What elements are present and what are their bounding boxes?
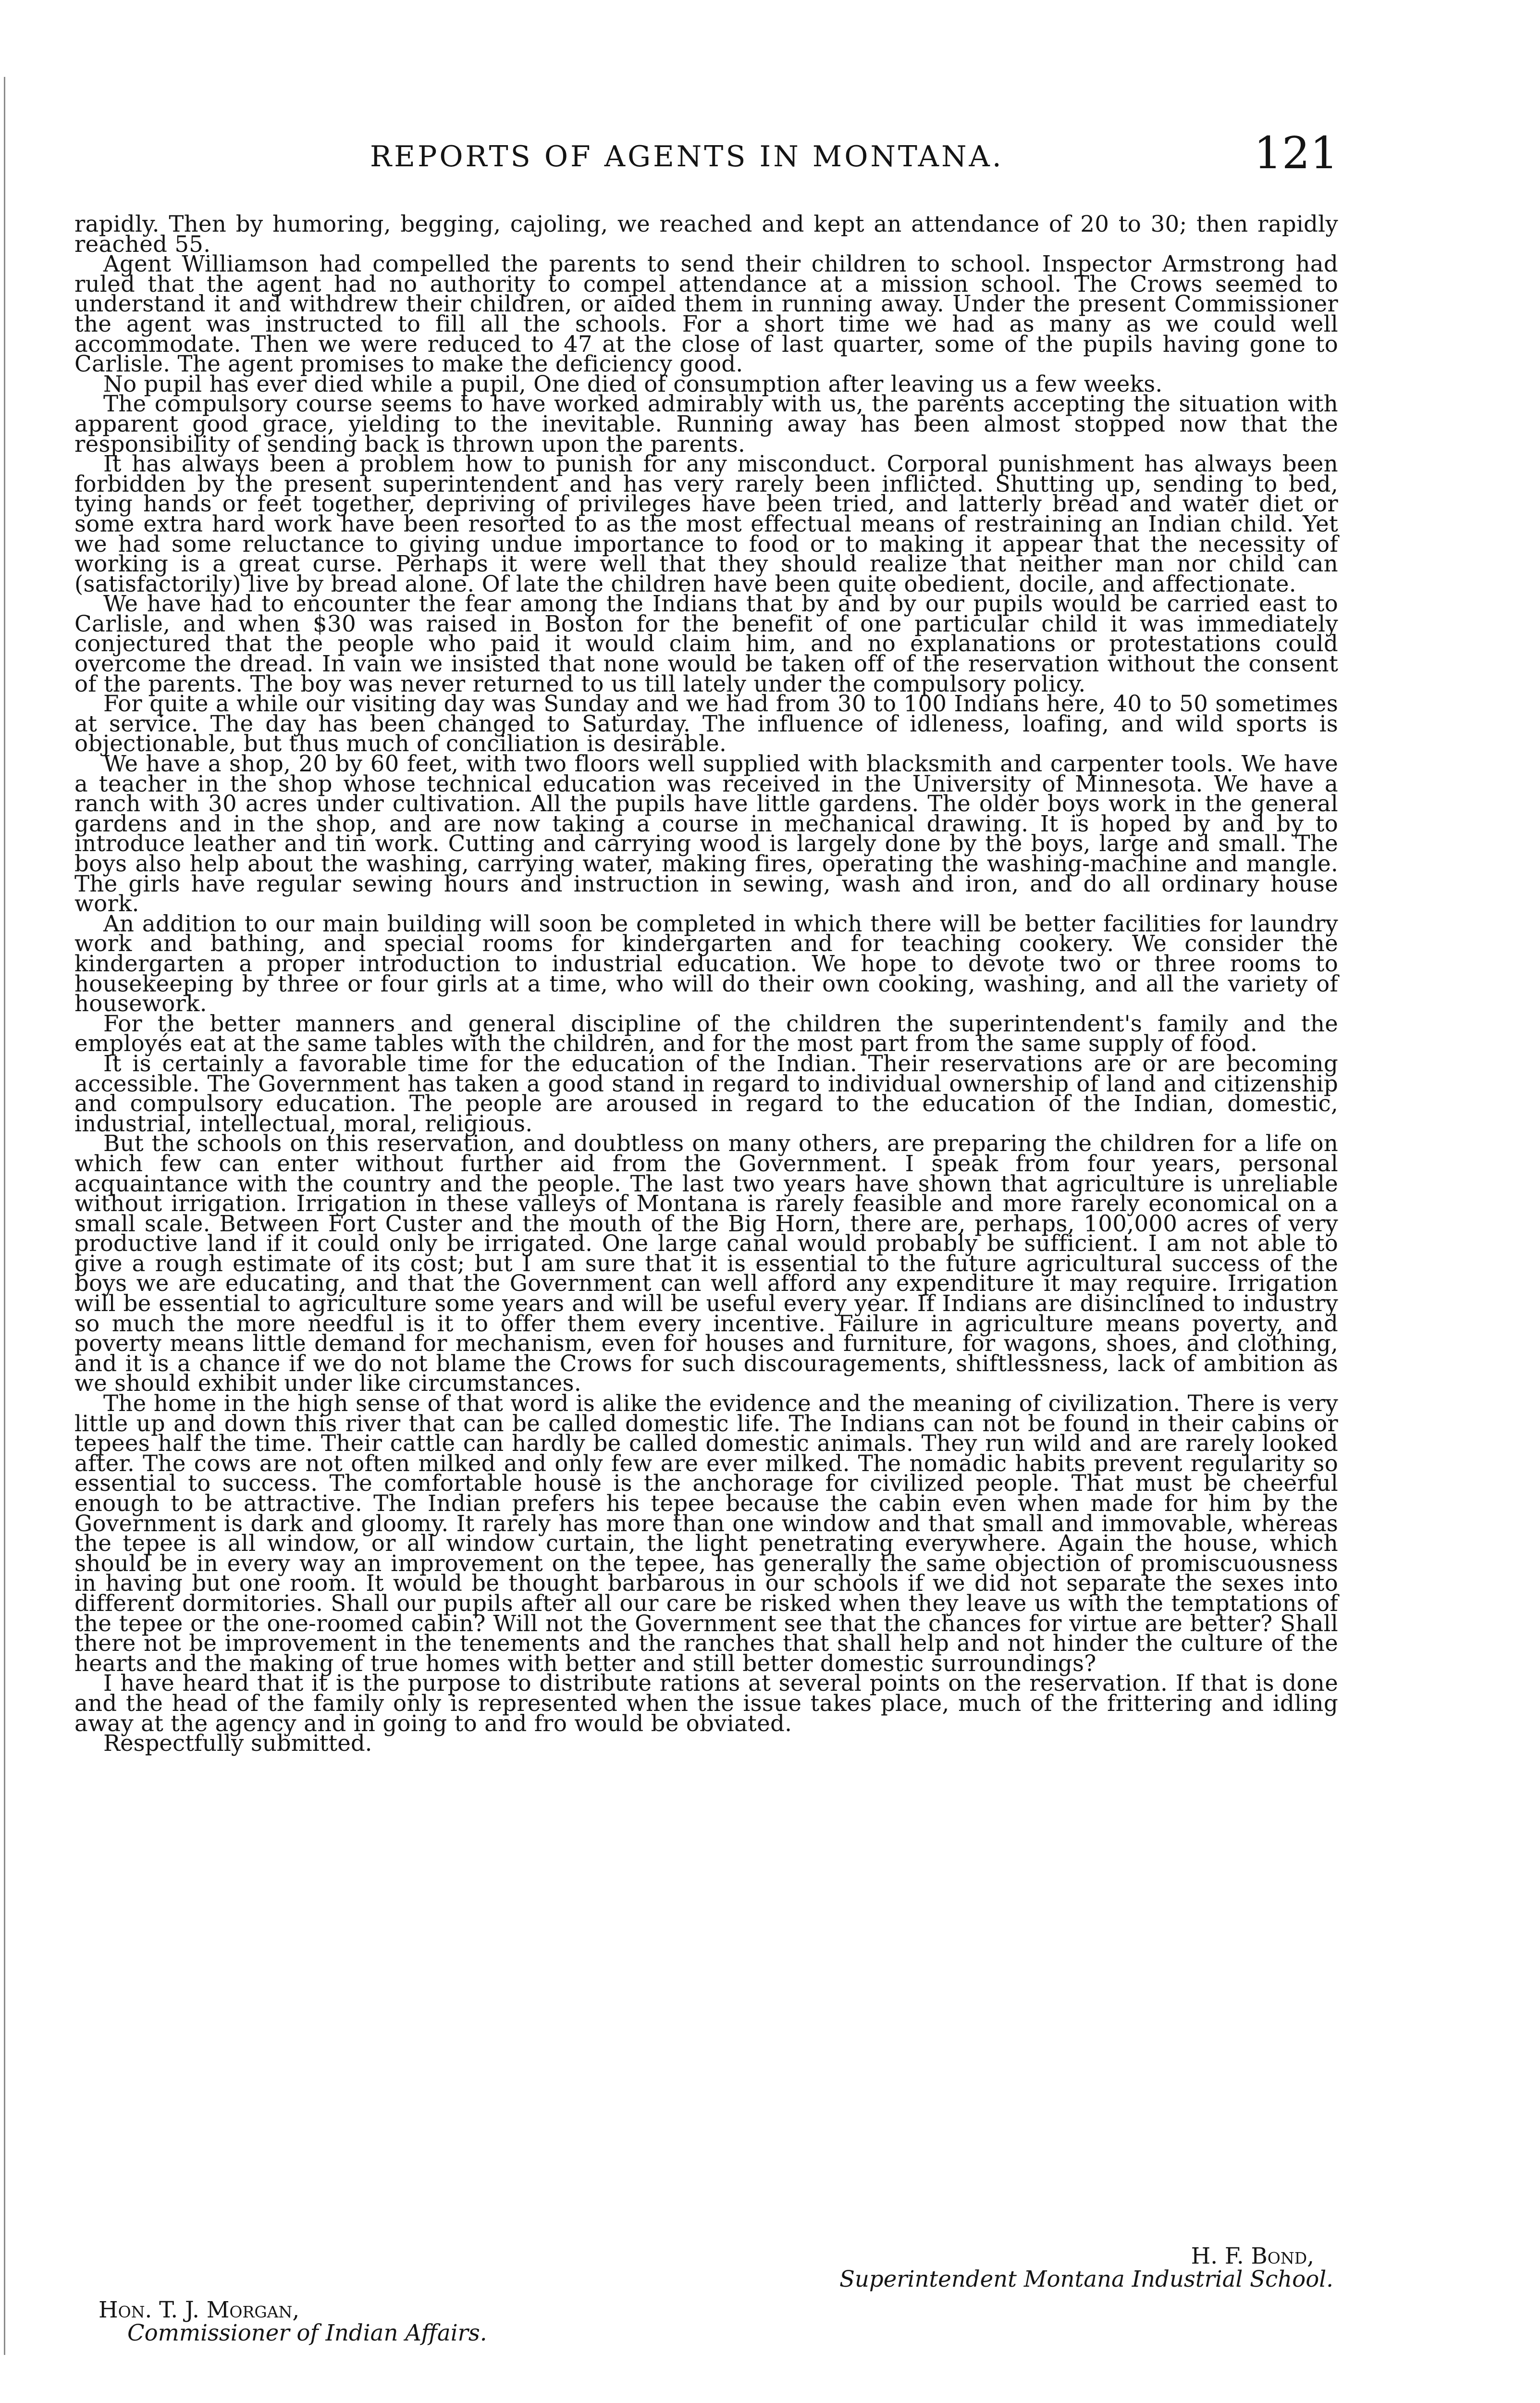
paragraph: The home in the high sense of that word is alike the evidence and the meaning of civilization. There is very little up and down this river that can be called domestic life. The Indians can not be found in their cabins or tepees half the time. Their cattle can hardly be called domestic animals. They run wild and are rarely looked after. The cows are not often milked and only few are ever milked. The nomadic habits prevent regularity so essential to success. The comfortable house is the anchorage for civilized people. That must be cheerful enough to be attractive. The Indian prefers his tepee because the cabin even when made for him by the Government is dark and gloomy. It rarely has more than one window and that small and immovable, whereas the tepee is all window, or all window curtain, the light penetrating everywhere. Again the house, which should be in every way an improvement on the tepee, has generally the same objection of promiscuousness in having but one room. It would be thought barbarous in our schools if we did not separate the sexes into different dormitories. Shall our pupils after all our care be risked when they leave us with the temptations of the tepee or the one-roomed cabin? Will not the Government see that the chances for virtue are better? Shall there not be improvement in the tenements and the ranches that shall help and not hinder the culture of the hearts and the making of true homes with better and still better domestic surroundings? <box>74 1390 1338 1676</box>
addressee-block <box>99 2298 487 2344</box>
paragraph: The compulsory course seems to have worked admirably with us, the parents accepting the situation with apparent good grace, yielding to the inevitable. Running away has been almost stopped now that the responsibility of sending back is thrown upon the parents. <box>74 391 1338 457</box>
paragraph: rapidly. Then by humoring, begging, cajoling, we reached and kept an attendance of 20 to 30; then rapidly reached 55. <box>74 211 1338 257</box>
page-number: 121 <box>1254 127 1338 179</box>
addressee-title: Commissioner of Indian Affairs. <box>127 2320 487 2346</box>
paragraph: I have heard that it is the purpose to distribute rations at several points on the reservation. If that is done and the head of the family only is represented when the issue takes place, much of the frittering and idling away at the agency and in going to and fro would be obviated. <box>74 1670 1338 1736</box>
paragraph: Agent Williamson had compelled the parents to send their children to school. Inspector Armstrong had ruled that the agent had no authority to compel attendance at a mission school. The Crows seemed to understand it and withdrew their children, or aided them in running away. Under the present Commissioner the agent was instructed to fill all the schools. For a short time we had as many as we could well accommodate. Then we were reduced to 47 at the close of last quarter, some of the pupils having gone to Carlisle. The agent promises to make the deficiency good. <box>74 251 1338 377</box>
page-header <box>74 127 1338 180</box>
page-edge-rule <box>4 77 5 2355</box>
paragraph: But the schools on this reservation, and doubtless on many others, are preparing the children for a life on which few can enter without further aid from the Government. I speak from four years, personal acquaintance with the country and the people. The last two years have shown that agriculture is unreliable without irrigation. Irrigation in these valleys of Montana is rarely feasible and more rarely economical on a small scale. Between Fort Custer and the mouth of the Big Horn, there are, perhaps, 100,000 acres of very productive land if it could only be irrigated. One large canal would probably be sufficient. I am not able to give a rough estimate of its cost; but I am sure that it is essential to the future agricultural success of the boys we are educating, and that the Government can well afford any expenditure it may require. Irrigation will be essential to agriculture some years and will be useful every year. If Indians are disinclined to industry so much the more needful is it to offer them every incentive. Failure in agriculture means poverty, and poverty means little demand for mechanism, even for houses and furniture, for wagons, shoes, and clothing, and it is a chance if we do not blame the Crows for such discouragements, shiftlessness, lack of ambition as we should exhibit under like circumstances. <box>74 1130 1338 1397</box>
paragraph: For the better manners and general discipline of the children the superintendent's family and the employés eat at the same tables with the children, and for the most part from the same supply of food. <box>74 1010 1338 1057</box>
closing-line: Respectfully submitted. <box>103 1730 372 1757</box>
report-body <box>74 211 1338 1757</box>
paragraph: No pupil has ever died while a pupil, One died of consumption after leaving us a few weeks. <box>103 371 1163 397</box>
running-head: REPORTS OF AGENTS IN MONTANA. <box>370 140 1004 173</box>
paragraph: It has always been a problem how to punish for any misconduct. Corporal punishment has always been forbidden by the present superintendent and has very rarely been inflicted. Shutting up, sending to bed, tying hands or feet together, depriving of privileges have been tried, and latterly bread and water diet or some extra hard work have been resorted to as the most effectual means of restraining an Indian child. Yet we had some reluctance to giving undue importance to food or to making it appear that the necessity of working is a great curse. Perhaps it were well that they should realize that neither man nor child can (satisfactorily) live by bread alone. Of late the children have been quite obedient, docile, and affectionate. <box>74 451 1338 597</box>
signer-title: Superintendent Montana Industrial School. <box>839 2266 1333 2292</box>
paragraph: It is certainly a favorable time for the education of the Indian. Their reservations are or are becoming accessible. The Government has taken a good stand in regard to individual ownership of land and citizenship and compulsory education. The people are aroused in regard to the education of the Indian, domestic, industrial, intellectual, moral, religious. <box>74 1050 1338 1137</box>
paragraph: For quite a while our visiting day was Sunday and we had from 30 to 100 Indians here, 40 to 50 sometimes at service. The day has been changed to Saturday. The influence of idleness, loafing, and wild sports is objectionable, but thus much of conciliation is desirable. <box>74 691 1338 757</box>
paragraph: An addition to our main building will soon be completed in which there will be better facilities for laundry work and bathing, and special rooms for kindergarten and for teaching cookery. We consider the kindergarten a proper introduction to industrial education. We hope to devote two or three rooms to housekeeping by three or four girls at a time, who will do their own cooking, washing, and all the variety of housework. <box>74 910 1338 1017</box>
paragraph: We have had to encounter the fear among the Indians that by and by our pupils would be carried east to Carlisle, and when $30 was raised in Boston for the benefit of one particular child it was immediately conjectured that the people who paid it would claim him, and no explanations or protestations could overcome the dread. In vain we insisted that none would be taken off of the reservation without the consent of the parents. The boy was never returned to us till lately under the compulsory policy. <box>74 591 1338 697</box>
paragraph: We have a shop, 20 by 60 feet, with two floors well supplied with blacksmith and carpenter tools. We have a teacher in the shop whose technical education was received in the University of Minnesota. We have a ranch with 30 acres under cultivation. All the pupils have little gardens. The older boys work in the general gardens and in the shop, and are now taking a course in mechanical drawing. It is hoped by and by to introduce leather and tin work. Cutting and carrying wood is largely done by the boys, large and small. The boys also help about the washing, carrying water, making fires, operating the washing-machine and mangle. The girls have regular sewing hours and instruction in sewing, wash and iron, and do all ordinary house work. <box>74 751 1338 917</box>
signer-name: H. F. Bond, <box>1191 2243 1314 2269</box>
signature-block <box>839 2244 1333 2291</box>
addressee-name: Hon. T. J. Morgan, <box>99 2297 300 2323</box>
